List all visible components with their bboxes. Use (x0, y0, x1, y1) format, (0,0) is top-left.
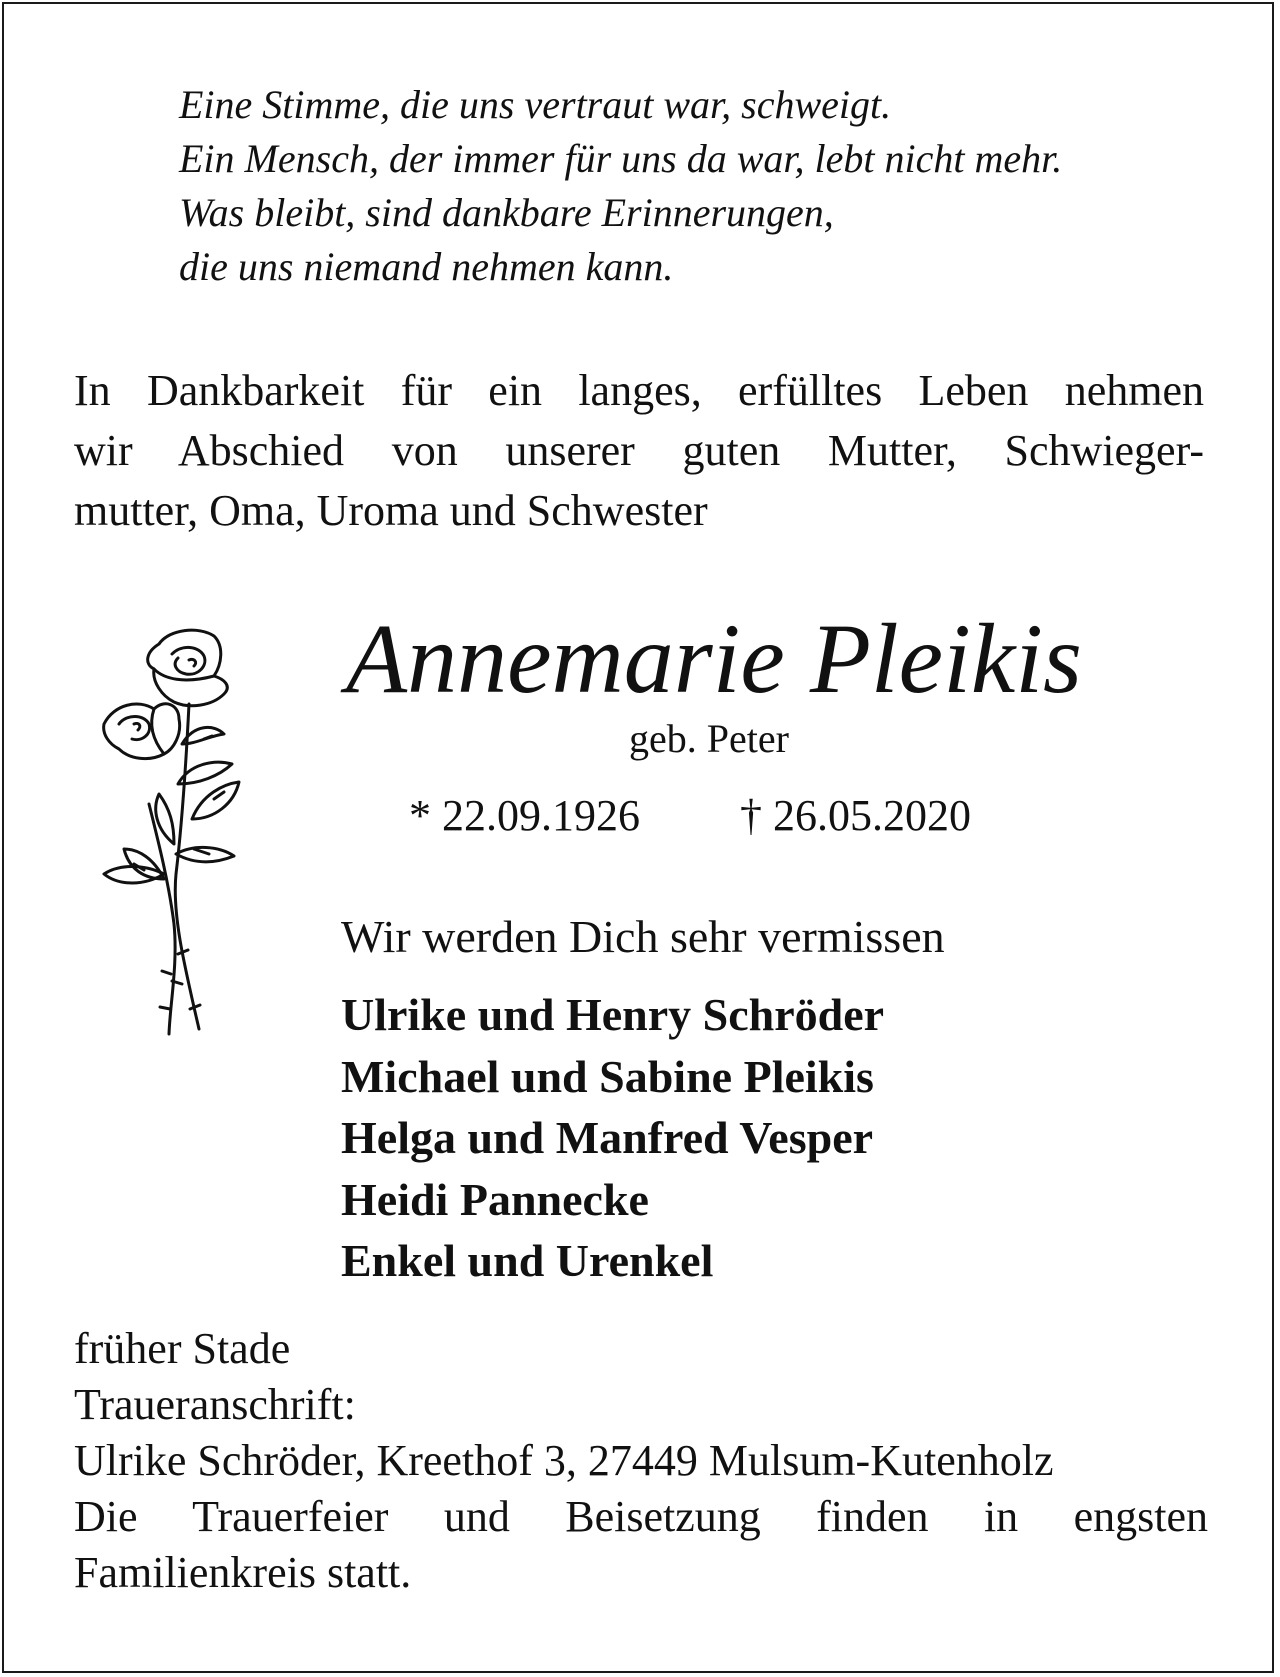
intro-line: mutter, Oma, Uroma und Schwester (74, 486, 708, 535)
intro-line: In Dankbarkeit für ein langes, erfülltes Leben nehmen (74, 366, 1204, 415)
former-location: früher Stade (74, 1324, 291, 1373)
birth-name: geb. Peter (629, 716, 789, 761)
address-label: Traueranschrift: (74, 1380, 356, 1429)
rose-drawing-icon (74, 624, 274, 1044)
poem-line: Ein Mensch, der immer für uns da war, lebt nicht mehr. (179, 136, 1063, 181)
memorial-poem (179, 78, 1239, 294)
birth-date: * 22.09.1926 (409, 791, 640, 840)
life-dates (409, 789, 971, 843)
intro-text (74, 361, 1204, 541)
poem-line: Was bleibt, sind dankbare Erinnerungen, (179, 190, 834, 235)
ceremony-note: Die Trauerfeier und Beisetzung finden in engsten (74, 1492, 1208, 1541)
ceremony-note: Familienkreis statt. (74, 1548, 412, 1597)
mourners-list (341, 984, 884, 1292)
intro-line: wir Abschied von unserer guten Mutter, Schwieger- (74, 426, 1204, 475)
mourning-address: Ulrike Schröder, Kreethof 3, 27449 Mulsum-Kutenholz (74, 1436, 1054, 1485)
poem-line: Eine Stimme, die uns vertraut war, schweigt. (179, 82, 892, 127)
death-date: † 26.05.2020 (740, 791, 971, 840)
poem-line: die uns niemand nehmen kann. (179, 244, 674, 289)
mourner-name: Helga und Manfred Vesper (341, 1112, 874, 1163)
mourners-heading: Wir werden Dich sehr vermissen (341, 911, 945, 962)
mourner-name: Michael und Sabine Pleikis (341, 1050, 874, 1102)
obituary-frame (2, 2, 1274, 1673)
mourner-name: Ulrike und Henry Schröder (341, 989, 885, 1040)
mourner-name: Enkel und Urenkel (341, 1235, 714, 1286)
deceased-name: Annemarie Pleikis (346, 603, 1082, 714)
mourner-name: Heidi Pannecke (341, 1173, 649, 1225)
footer-info (74, 1321, 1208, 1601)
